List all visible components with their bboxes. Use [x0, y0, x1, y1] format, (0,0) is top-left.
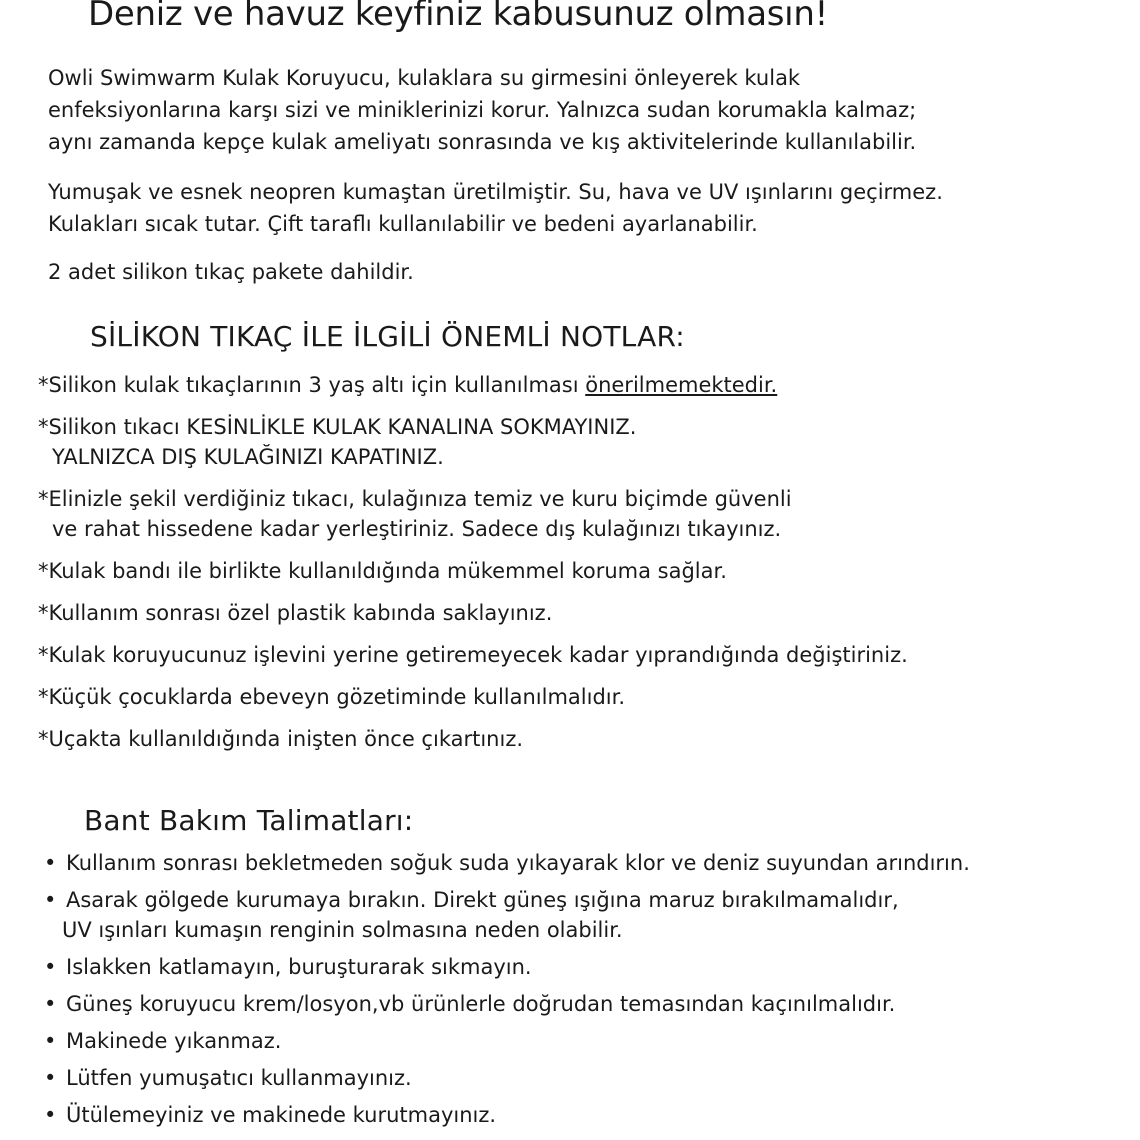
list-item — [38, 412, 908, 472]
note-continuation: ve rahat hissedene kadar yerleştiriniz. Sadece dış kulağınızı tıkayınız. — [52, 517, 782, 541]
intro-line: enfeksiyonlarına karşı sizi ve miniklerinizi korur. Yalnızca sudan korumakla kalmaz; — [48, 98, 917, 122]
note-text: *Kullanım sonrası özel plastik kabında saklayınız. — [38, 601, 553, 625]
list-item — [44, 1026, 970, 1056]
care-list — [44, 848, 970, 1137]
notes-heading: SİLİKON TIKAÇ İLE İLGİLİ ÖNEMLİ NOTLAR: — [90, 320, 685, 353]
intro-line: Owli Swimwarm Kulak Koruyucu, kulaklara su girmesini önleyerek kulak — [48, 66, 801, 90]
care-text: Kullanım sonrası bekletmeden soğuk suda yıkayarak klor ve deniz suyundan arındırın. — [66, 851, 970, 875]
bullet-icon: • — [44, 1103, 57, 1127]
list-item — [38, 598, 908, 628]
list-item — [44, 1100, 970, 1130]
note-text: *Küçük çocuklarda ebeveyn gözetiminde kullanılmalıdır. — [38, 685, 626, 709]
note-text: *Silikon tıkacı KESİNLİKLE KULAK KANALINA SOKMAYINIZ. — [38, 415, 637, 439]
care-text: Makinede yıkanmaz. — [66, 1029, 282, 1053]
care-text: Islakken katlamayın, buruşturarak sıkmayın. — [66, 955, 532, 979]
bullet-icon: • — [44, 992, 57, 1016]
note-text: *Kulak bandı ile birlikte kullanıldığında mükemmel koruma sağlar. — [38, 559, 727, 583]
note-text: *Silikon kulak tıkaçlarının 3 yaş altı için kullanılması — [38, 373, 586, 397]
bullet-icon: • — [44, 1029, 57, 1053]
intro-line: Kulakları sıcak tutar. Çift taraflı kullanılabilir ve bedeni ayarlanabilir. — [48, 212, 758, 236]
list-item — [38, 556, 908, 586]
intro-package-note: 2 adet silikon tıkaç pakete dahildir. — [48, 260, 414, 284]
care-heading: Bant Bakım Talimatları: — [84, 804, 414, 837]
note-text: *Uçakta kullanıldığında inişten önce çıkartınız. — [38, 727, 524, 751]
list-item — [38, 682, 908, 712]
bullet-icon: • — [44, 955, 57, 979]
list-item — [38, 484, 908, 544]
list-item — [44, 885, 970, 945]
list-item — [38, 370, 908, 400]
intro-line: Yumuşak ve esnek neopren kumaştan üretilmiştir. Su, hava ve UV ışınlarını geçirmez. — [48, 180, 943, 204]
bullet-icon: • — [44, 888, 57, 912]
list-item — [44, 952, 970, 982]
care-text: Ütülemeyiniz ve makinede kurutmayınız. — [66, 1103, 497, 1127]
care-continuation: UV ışınları kumaşın renginin solmasına neden olabilir. — [62, 918, 623, 942]
bullet-icon: • — [44, 851, 57, 875]
list-item — [38, 724, 908, 754]
care-text: Lütfen yumuşatıcı kullanmayınız. — [66, 1066, 412, 1090]
intro-section — [48, 62, 943, 288]
bullet-icon: • — [44, 1066, 57, 1090]
list-item — [44, 989, 970, 1019]
note-continuation: YALNIZCA DIŞ KULAĞINIZI KAPATINIZ. — [52, 445, 444, 469]
list-item — [44, 848, 970, 878]
care-text: Asarak gölgede kurumaya bırakın. Direkt güneş ışığına maruz bırakılmamalıdır, — [66, 888, 899, 912]
note-text: *Kulak koruyucunuz işlevini yerine getiremeyecek kadar yıprandığında değiştiriniz. — [38, 643, 908, 667]
note-underlined-text: önerilmemektedir. — [585, 373, 778, 397]
intro-line: aynı zamanda kepçe kulak ameliyatı sonrasında ve kış aktivitelerinde kullanılabilir. — [48, 130, 917, 154]
page-title: Deniz ve havuz keyfiniz kabusunuz olmasın! — [88, 0, 828, 34]
list-item — [38, 640, 908, 670]
notes-list — [38, 370, 908, 766]
care-text: Güneş koruyucu krem/losyon,vb ürünlerle doğrudan temasından kaçınılmalıdır. — [66, 992, 896, 1016]
list-item — [44, 1063, 970, 1093]
note-text: *Elinizle şekil verdiğiniz tıkacı, kulağınıza temiz ve kuru biçimde güvenli — [38, 487, 792, 511]
